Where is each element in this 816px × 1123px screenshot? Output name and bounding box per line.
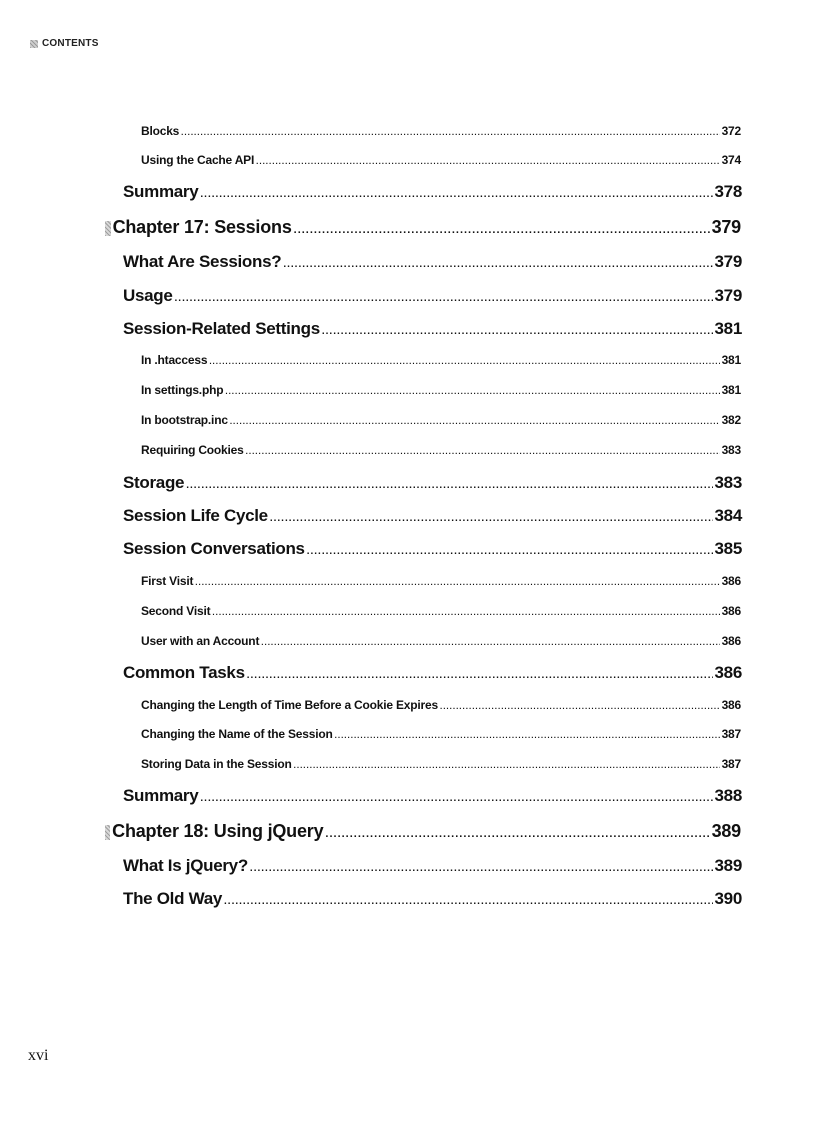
header-marker-icon	[30, 40, 38, 48]
toc-entry-page: 388	[714, 786, 742, 805]
toc-entry[interactable]	[123, 889, 742, 911]
toc-entry-title: Session-Related Settings	[123, 319, 320, 338]
toc-dot-leader	[181, 128, 719, 137]
toc-entry-title: Chapter 17: Sessions	[112, 217, 292, 237]
toc-entry[interactable]	[141, 124, 741, 140]
toc-dot-leader	[294, 761, 720, 770]
toc-entry[interactable]	[141, 413, 741, 429]
toc-entry-title: What Is jQuery?	[123, 856, 248, 875]
toc-entry-title: Second Visit	[141, 604, 211, 618]
toc-entry-page: 384	[714, 506, 742, 525]
toc-entry[interactable]	[141, 353, 741, 369]
toc-entry-page: 389	[711, 821, 741, 841]
toc-entry-page: 381	[714, 319, 742, 338]
toc-entry-page: 381	[721, 383, 741, 397]
toc-entry-title: The Old Way	[123, 889, 223, 908]
toc-dot-leader	[212, 608, 719, 617]
toc-entry[interactable]	[123, 252, 742, 274]
toc-dot-leader	[230, 417, 720, 426]
toc-entry[interactable]	[123, 182, 742, 204]
header-label: CONTENTS	[42, 38, 99, 49]
toc-entry-title: In .htaccess	[141, 353, 208, 367]
toc-dot-leader	[195, 578, 719, 587]
toc-entry-page: 379	[714, 252, 742, 271]
toc-entry[interactable]	[123, 786, 742, 808]
toc-entry[interactable]	[123, 319, 742, 341]
toc-dot-leader	[307, 546, 713, 557]
toc-entry-title: Using the Cache API	[141, 153, 255, 167]
toc-dot-leader	[224, 896, 713, 907]
toc-entry[interactable]	[141, 698, 741, 714]
toc-entry-title: User with an Account	[141, 634, 260, 648]
toc-entry[interactable]	[123, 539, 742, 561]
toc-entry-page: 382	[721, 413, 741, 427]
toc-dot-leader	[246, 447, 720, 456]
toc-entry-page: 379	[714, 286, 742, 305]
toc-entry[interactable]	[141, 604, 741, 620]
toc-entry-page: 379	[711, 217, 741, 237]
toc-entry-title: Storage	[123, 473, 185, 492]
toc-entry-title: Chapter 18: Using jQuery	[112, 821, 324, 841]
toc-entry[interactable]	[123, 856, 742, 878]
toc-entry-page: 386	[714, 663, 742, 682]
toc-chapter-entry[interactable]	[105, 821, 741, 843]
toc-entry-page: 386	[721, 698, 741, 712]
toc-dot-leader	[440, 702, 720, 711]
toc-entry[interactable]	[141, 443, 741, 459]
toc-entry-title: Changing the Length of Time Before a Cookie Expires	[141, 698, 438, 712]
toc-entry-title: Changing the Name of the Session	[141, 727, 333, 741]
toc-entry[interactable]	[141, 757, 741, 773]
toc-entry-title: First Visit	[141, 574, 194, 588]
toc-dot-leader	[256, 157, 719, 166]
toc-entry-page: 378	[714, 182, 742, 201]
toc-entry-page: 387	[721, 757, 741, 771]
page-number: xvi	[28, 1047, 49, 1064]
toc-entry-title: Summary	[123, 786, 199, 805]
toc-dot-leader	[186, 480, 712, 491]
toc-entry[interactable]	[141, 634, 741, 650]
toc-entry-page: 386	[721, 634, 741, 648]
toc-entry-page: 386	[721, 604, 741, 618]
toc-entry-page: 389	[714, 856, 742, 875]
toc-entry-page: 383	[721, 443, 741, 457]
toc-entry-title: Requiring Cookies	[141, 443, 244, 457]
toc-dot-leader	[175, 293, 713, 304]
toc-entry[interactable]	[141, 383, 741, 399]
toc-dot-leader	[200, 793, 712, 804]
toc-entry-title: Session Conversations	[123, 539, 305, 558]
toc-dot-leader	[322, 326, 713, 337]
toc-entry-page: 387	[721, 727, 741, 741]
toc-entry-title: Common Tasks	[123, 663, 245, 682]
toc-entry[interactable]	[123, 286, 742, 308]
toc-entry-page: 390	[714, 889, 742, 908]
toc-dot-leader	[283, 259, 712, 270]
toc-dot-leader	[261, 638, 719, 647]
toc-entry-title: In settings.php	[141, 383, 224, 397]
toc-entry-title: Blocks	[141, 124, 180, 138]
toc-dot-leader	[225, 387, 719, 396]
toc-dot-leader	[335, 731, 720, 740]
toc-dot-leader	[247, 670, 713, 681]
toc-entry-title: In bootstrap.inc	[141, 413, 228, 427]
toc-dot-leader	[270, 513, 713, 524]
toc-entry-title: What Are Sessions?	[123, 252, 282, 271]
toc-entry-title: Session Life Cycle	[123, 506, 268, 525]
toc-entry[interactable]	[141, 727, 741, 743]
running-header	[30, 38, 99, 49]
toc-entry-page: 374	[721, 153, 741, 167]
toc-dot-leader	[325, 828, 709, 840]
toc-entry-title: Summary	[123, 182, 199, 201]
toc-entry-page: 381	[721, 353, 741, 367]
toc-dot-leader	[209, 357, 719, 366]
toc-chapter-entry[interactable]	[105, 217, 741, 239]
toc-entry-title: Usage	[123, 286, 173, 305]
toc-entry-page: 386	[721, 574, 741, 588]
toc-entry-page: 385	[714, 539, 742, 558]
chapter-marker-icon	[105, 221, 111, 236]
toc-entry-title: Storing Data in the Session	[141, 757, 292, 771]
toc-entry[interactable]	[123, 663, 742, 685]
toc-entry-page: 383	[714, 473, 742, 492]
toc-dot-leader	[200, 189, 712, 200]
toc-entry[interactable]	[141, 153, 741, 169]
chapter-marker-icon	[105, 825, 110, 840]
toc-dot-leader	[294, 224, 710, 236]
toc-entry[interactable]	[123, 473, 742, 495]
toc-dot-leader	[250, 863, 713, 874]
toc-entry[interactable]	[123, 506, 742, 528]
toc-entry[interactable]	[141, 574, 741, 590]
toc-entry-page: 372	[721, 124, 741, 138]
